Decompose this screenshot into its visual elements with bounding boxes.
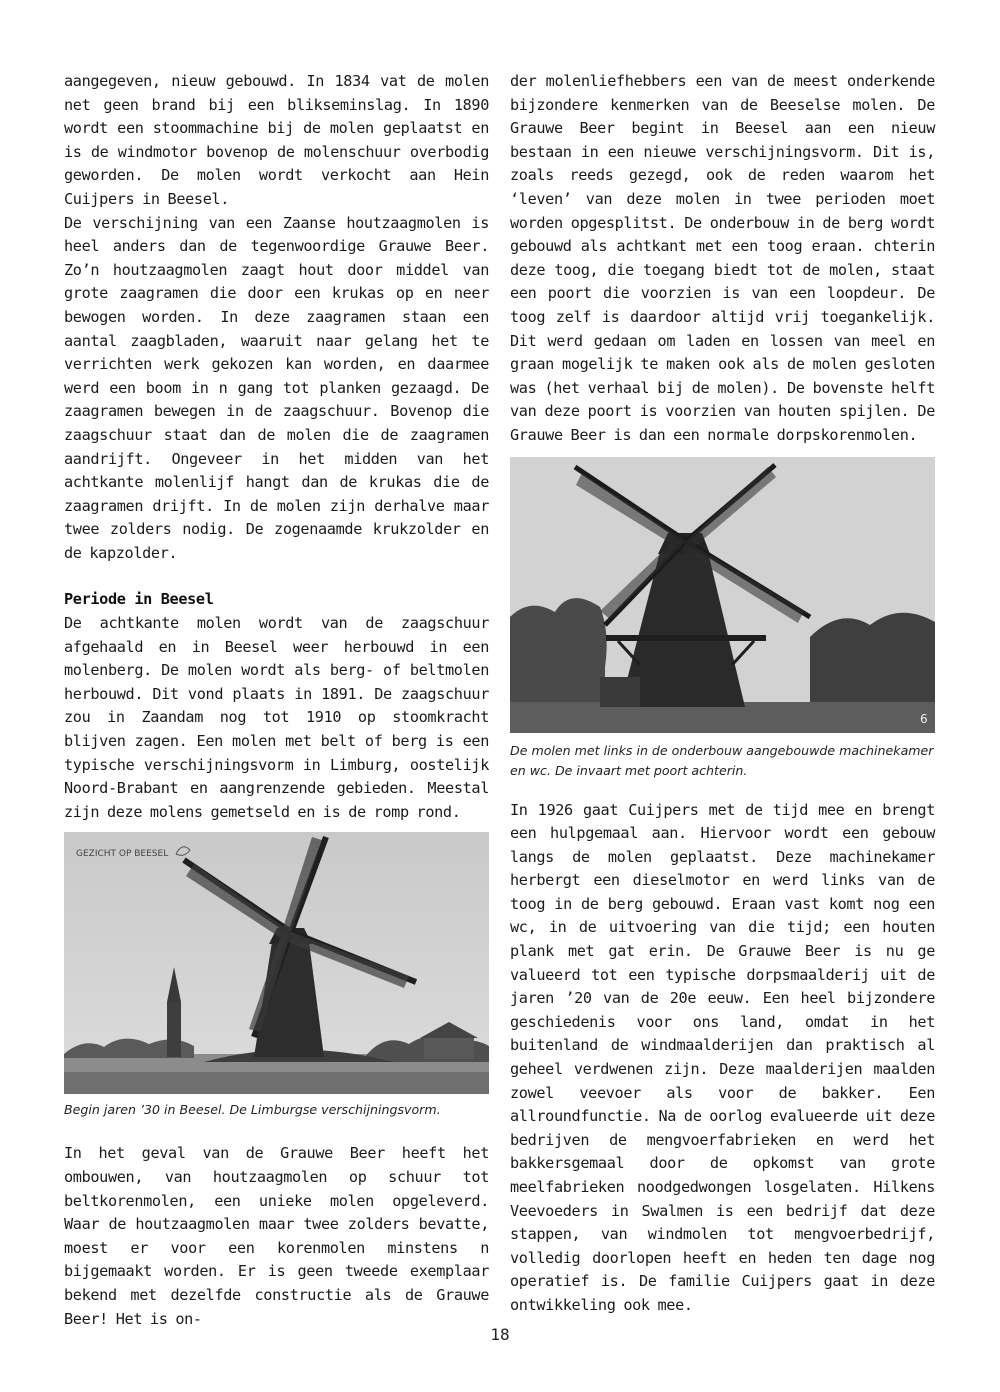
windmill-photo-illustration	[64, 832, 489, 1094]
photo-molen-machinekamer	[510, 457, 935, 733]
left-column	[64, 70, 489, 1331]
page-number: 18	[490, 1325, 510, 1344]
section-heading-periode-in-beesel: Periode in Beesel	[64, 590, 214, 609]
windmill-photo-2-illustration	[510, 457, 935, 733]
paragraph-periode-in-beesel: De achtkante molen wordt van de zaagschuur afgehaald en in Beesel weer herbouwd in een molenberg. De molen wordt als berg- of beltmolen herbouwd. Dit vond plaats in 1891. De zaagschuur zou in Zaandam nog tot 1910 op stoomkracht blijven zagen. Een molen met belt of berg is een typische verschijningsvorm in Limburg, oostelijk Noord-Brabant en aangrenzende gebieden. Meestal zijn deze molens gemetseld en is de romp rond.	[64, 614, 489, 821]
photo-beesel-windmill	[64, 832, 489, 1094]
postcard-label: GEZICHT OP BEESEL	[76, 849, 169, 860]
paragraph-intro: aangegeven, nieuw gebouwd. In 1834 vat de molen net geen brand bij een blikseminslag. In 1890 wordt een stoommachine bij de molen geplaatst en is de windmotor bovenop de molenschuur overbodig geworden. De molen wordt verkocht aan Hein Cuijpers in Beesel.	[64, 72, 489, 208]
photo-caption-machinekamer: De molen met links in de onderbouw aangebouwde machinekamer en wc. De invaart met poort achterin.	[510, 742, 934, 778]
right-column	[510, 70, 935, 1318]
paragraph-hulpgemaal: In 1926 gaat Cuijpers met de tijd mee en brengt een hulpgemaal aan. Hiervoor wordt een gebouw langs de molen geplaatst. Deze machinekamer herbergt een dieselmotor en werd links van de toog in de berg gebouwd. Eraan vast komt nog een wc, in de uitvoering van die tijd; een houten plank met gat erin. De Grauwe Beer is nu ge valueerd tot een typische dorpsmaalderij uit de jaren ’20 van de 20e eeuw. Een heel bijzondere geschiedenis voor ons land, omdat in het buitenland de windmaalderijen dan praktisch al geheel verdwenen zijn. Deze maalderijen maalden zowel veevoer als voor de bakker. Een allroundfunctie. Na de oorlog evalueerde uit deze bedrijven de mengvoerfabrieken en werd het bakkersgemaal door de opkomst van grote meelfabrieken noodgedwongen losgelaten. Hilkens Veevoeders in Swalmen is een bedrijf dat deze stappen, van windmolen tot mengvoerbedrijf, volledig doorlopen heeft en heden ten dage nog operatief is. De familie Cuijpers gaat in deze ontwikkeling ook mee.	[510, 800, 935, 1314]
paragraph-zaanse-houtzaagmolen: De verschijning van een Zaanse houtzaagmolen is heel anders dan de tegenwoordige Grauwe Beer. Zo’n houtzaagmolen zaagt hout door middel van grote zaagramen die door een krukas op en neer bewogen worden. In deze zaagramen staan een aantal zaagbladen, waaruit naar gelang het te verrichten werk gekozen kan worden, en daarmee werd een boom in n gang tot planken gezaagd. De zaagramen bewegen in de zaagschuur. Bovenop die zaagschuur staat dan de molen die de zaagramen aandrijft. Ongeveer in het midden van het achtkante molenlijf hangt dan de krukas die de zaagramen drijft. In de molen zijn derhalve maar twee zolders nodig. De zogenaamde krukzolder en de kapzolder.	[64, 213, 489, 562]
paragraph-beeselse-molen: der molenliefhebbers een van de meest onderkende bijzondere kenmerken van de Beeselse molen. De Grauwe Beer begint in Beesel aan een nieuw bestaan in een nieuwe verschijningsvorm. Dit is, zoals reeds gezegd, ook de reden waarom het ‘leven’ van deze molen in twee perioden moet worden opgesplitst. De onderbouw in de berg wordt gebouwd als achtkant met een toog eraan. chterin deze toog, die toegang biedt tot de molen, staat een poort die voorzien is van een loopdeur. De toog zelf is daardoor altijd vrij toegankelijk. Dit werd gedaan om laden en lossen van meel en graan mogelijk te maken ook als de molen gesloten was (het verhaal bij de molen). De bovenste helft van deze poort is voorzien van houten spijlen. De Grauwe Beer is dan een normale dorpskorenmolen.	[510, 72, 935, 444]
photo-caption-beesel: Begin jaren ’30 in Beesel. De Limburgse verschijningsvorm.	[64, 1102, 441, 1118]
photo-number: 6	[920, 711, 928, 726]
paragraph-ombouw: In het geval van de Grauwe Beer heeft het ombouwen, van houtzaagmolen op schuur tot beltkorenmolen, een unieke molen opgeleverd. Waar de houtzaagmolen maar twee zolders bevatte, moest er voor een korenmolen minstens n bijgemaakt worden. Er is geen tweede exemplaar bekend met dezelfde constructie als de Grauwe Beer! Het is on-	[64, 1144, 489, 1328]
